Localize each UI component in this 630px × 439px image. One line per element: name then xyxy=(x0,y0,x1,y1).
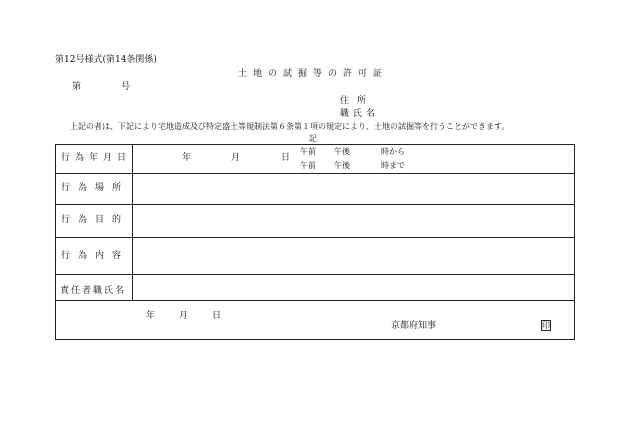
period-pm-to: 午後 xyxy=(334,161,350,170)
period-year: 年 xyxy=(182,153,192,163)
ki-heading: 記 xyxy=(309,134,317,143)
row-divider xyxy=(56,237,574,238)
place-label: 行為場所 xyxy=(61,183,130,193)
issue-month: 月 xyxy=(179,311,189,321)
period-day: 日 xyxy=(281,153,291,163)
period-from: 時から xyxy=(381,147,405,156)
row-divider xyxy=(56,204,574,205)
permit-number-prefix: 第 xyxy=(72,82,82,92)
form-number: 第12号様式(第14条関係) xyxy=(55,55,157,65)
seal-box: 印 xyxy=(542,321,550,330)
preamble-text: 上記の者は、下記により宅地造成及び特定盛土等規制法第６条第１項の規定により、土地の試掘等を行うことができます。 xyxy=(70,122,510,131)
label-column-divider xyxy=(132,145,133,300)
issuer-name: 京都府知事 xyxy=(391,321,437,331)
permit-table xyxy=(55,144,575,340)
permit-number-suffix: 号 xyxy=(121,82,131,92)
row-divider xyxy=(56,300,574,301)
row-divider xyxy=(56,274,574,275)
period-pm-from: 午後 xyxy=(334,147,350,156)
content-label: 行為内容 xyxy=(61,251,130,261)
form-title: 土地の試掘等の許可証 xyxy=(238,69,389,79)
name-label: 職氏名 xyxy=(340,109,380,119)
responsible-label: 責任者職氏名 xyxy=(60,286,127,296)
row-divider xyxy=(56,173,574,174)
purpose-label: 行為目的 xyxy=(61,215,130,225)
period-label: 行為年月日 xyxy=(61,153,132,163)
issue-year: 年 xyxy=(146,311,156,321)
period-month: 月 xyxy=(231,153,241,163)
period-am-to: 午前 xyxy=(300,161,316,170)
issue-day: 日 xyxy=(212,311,222,321)
address-label: 住所 xyxy=(340,96,375,106)
period-to: 時まで xyxy=(381,161,405,170)
period-am-from: 午前 xyxy=(300,147,316,156)
